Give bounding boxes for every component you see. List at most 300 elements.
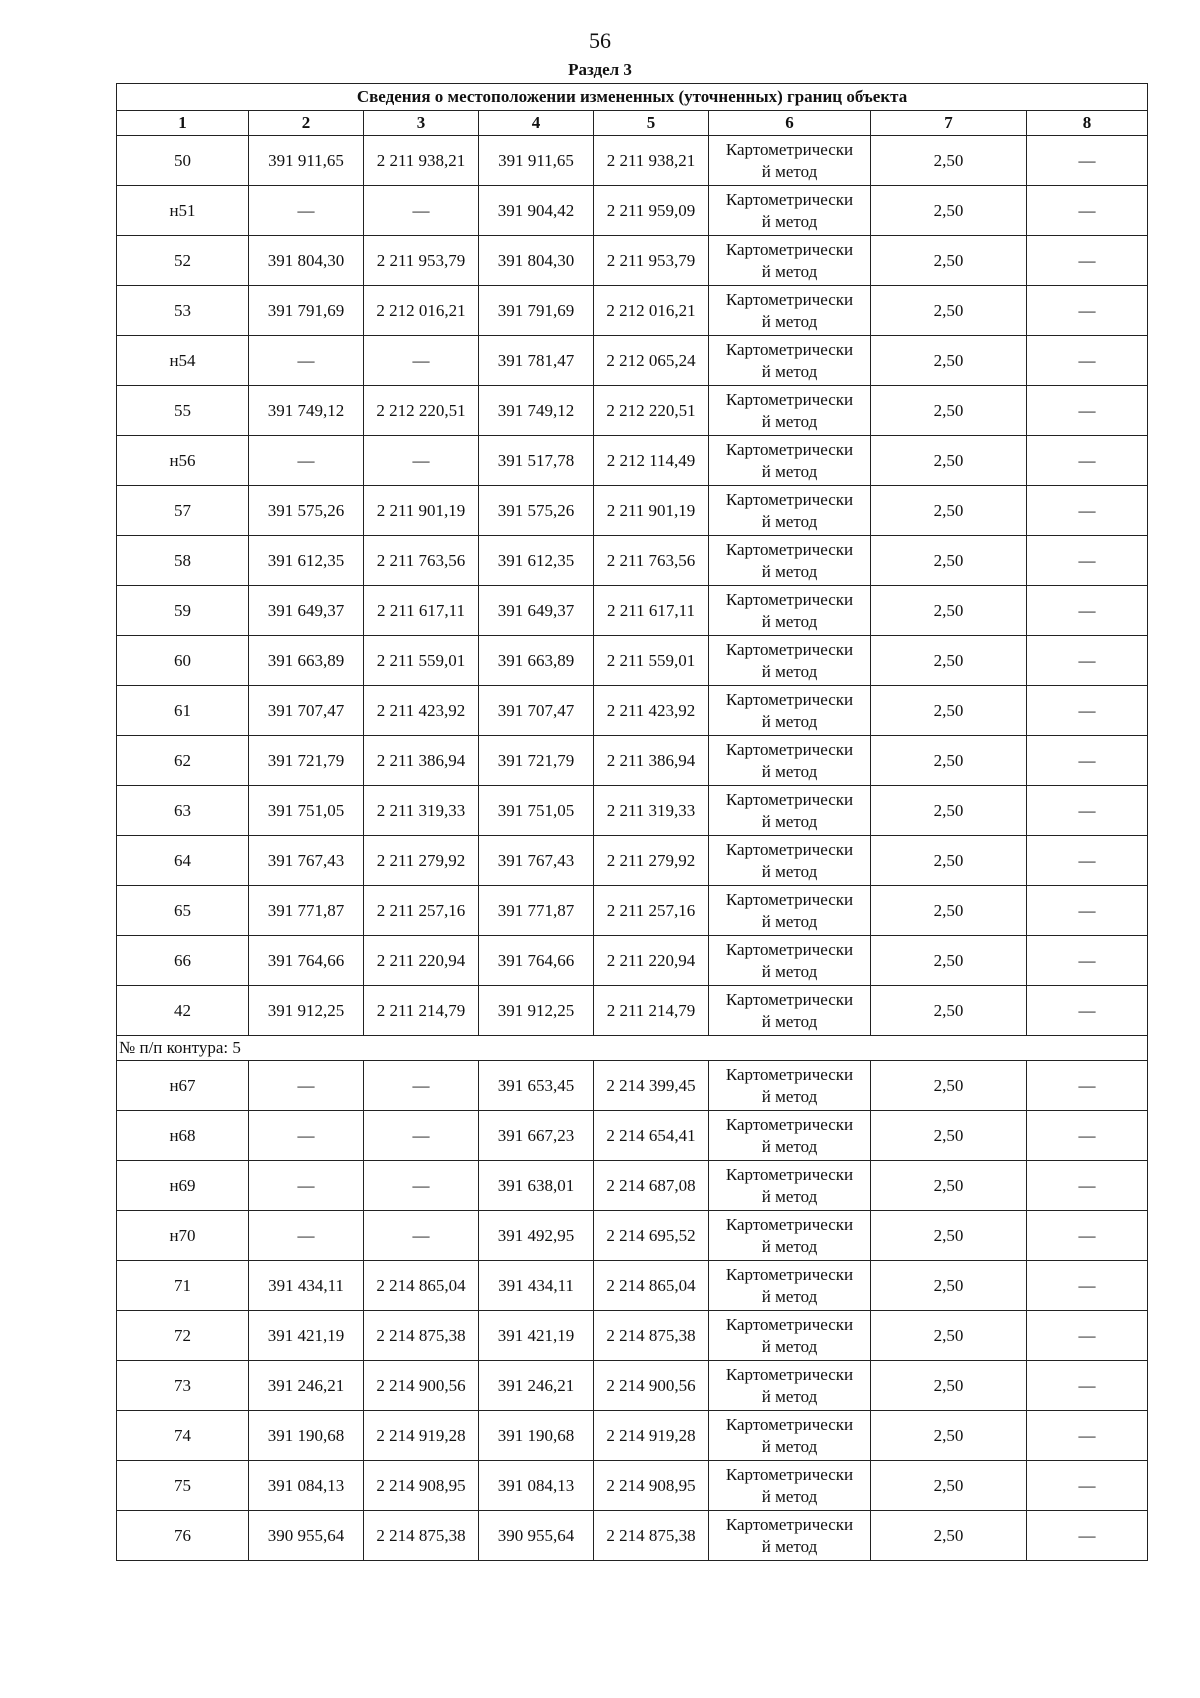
table-cell: 391 707,47 bbox=[479, 686, 594, 736]
table-cell: 2 214 900,56 bbox=[594, 1361, 709, 1411]
table-cell: 2 212 220,51 bbox=[364, 386, 479, 436]
table-cell: 2 214 695,52 bbox=[594, 1211, 709, 1261]
table-cell: 2 212 016,21 bbox=[364, 286, 479, 336]
table-cell: 76 bbox=[117, 1511, 249, 1561]
table-cell: н67 bbox=[117, 1061, 249, 1111]
table-cell: н68 bbox=[117, 1111, 249, 1161]
method-cell bbox=[709, 1211, 871, 1261]
method-line1: Картометрически bbox=[725, 1064, 854, 1084]
method-line2: й метод bbox=[761, 711, 818, 731]
table-row bbox=[117, 1111, 1148, 1161]
method-line1: Картометрически bbox=[725, 1414, 854, 1434]
method-line1: Картометрически bbox=[725, 689, 854, 709]
table-cell: 2 211 386,94 bbox=[594, 736, 709, 786]
table-cell: 2 211 386,94 bbox=[364, 736, 479, 786]
table-cell: 74 bbox=[117, 1411, 249, 1461]
table-cell: 52 bbox=[117, 236, 249, 286]
method-cell bbox=[709, 186, 871, 236]
table-cell: 2 211 938,21 bbox=[364, 136, 479, 186]
page-number: 56 bbox=[589, 28, 611, 53]
method-line2: й метод bbox=[761, 1336, 818, 1356]
table-cell: — bbox=[1027, 636, 1148, 686]
table-cell: 2,50 bbox=[871, 636, 1027, 686]
method-cell bbox=[709, 936, 871, 986]
method-cell bbox=[709, 536, 871, 586]
method-line1: Картометрически bbox=[725, 339, 854, 359]
table-cell: 391 721,79 bbox=[249, 736, 364, 786]
column-header-row bbox=[117, 111, 1148, 136]
column-header: 6 bbox=[709, 111, 871, 136]
table-cell: 391 084,13 bbox=[249, 1461, 364, 1511]
table-cell: 390 955,64 bbox=[479, 1511, 594, 1561]
table-cell: — bbox=[364, 186, 479, 236]
table-cell: 391 612,35 bbox=[479, 536, 594, 586]
table-cell: — bbox=[1027, 1461, 1148, 1511]
table-cell: — bbox=[1027, 186, 1148, 236]
table-row bbox=[117, 1511, 1148, 1561]
table-row bbox=[117, 636, 1148, 686]
table-cell: — bbox=[1027, 436, 1148, 486]
method-line1: Картометрически bbox=[725, 989, 854, 1009]
table-cell: 58 bbox=[117, 536, 249, 586]
table-cell: — bbox=[1027, 1111, 1148, 1161]
table-cell: 2 214 399,45 bbox=[594, 1061, 709, 1111]
method-cell bbox=[709, 1461, 871, 1511]
table-cell: 2 212 220,51 bbox=[594, 386, 709, 436]
table-cell: 53 bbox=[117, 286, 249, 336]
table-cell: — bbox=[364, 1061, 479, 1111]
table-cell: — bbox=[249, 186, 364, 236]
method-cell bbox=[709, 1311, 871, 1361]
table-cell: — bbox=[1027, 1161, 1148, 1211]
method-line1: Картометрически bbox=[725, 739, 854, 759]
table-cell: 2,50 bbox=[871, 1311, 1027, 1361]
method-cell bbox=[709, 286, 871, 336]
table-cell: 391 771,87 bbox=[479, 886, 594, 936]
table-cell: 2,50 bbox=[871, 336, 1027, 386]
table-cell: 391 612,35 bbox=[249, 536, 364, 586]
table-cell: 2 211 763,56 bbox=[364, 536, 479, 586]
table-cell: 55 bbox=[117, 386, 249, 436]
table-cell: 391 707,47 bbox=[249, 686, 364, 736]
table-cell: н69 bbox=[117, 1161, 249, 1211]
table-cell: 391 749,12 bbox=[479, 386, 594, 436]
table-cell: 391 804,30 bbox=[249, 236, 364, 286]
method-cell bbox=[709, 1511, 871, 1561]
table-row bbox=[117, 736, 1148, 786]
method-cell bbox=[709, 136, 871, 186]
table-cell: 2,50 bbox=[871, 586, 1027, 636]
method-line1: Картометрически bbox=[725, 589, 854, 609]
table-cell: 2 214 875,38 bbox=[364, 1311, 479, 1361]
table-cell: — bbox=[1027, 1061, 1148, 1111]
table-cell: 2 212 065,24 bbox=[594, 336, 709, 386]
table-cell: — bbox=[1027, 586, 1148, 636]
method-line2: й метод bbox=[761, 1286, 818, 1306]
table-cell: 391 904,42 bbox=[479, 186, 594, 236]
table-cell: 391 653,45 bbox=[479, 1061, 594, 1111]
table-cell: 2,50 bbox=[871, 486, 1027, 536]
method-line1: Картометрически bbox=[725, 1464, 854, 1484]
table-cell: 2 214 919,28 bbox=[594, 1411, 709, 1461]
method-line2: й метод bbox=[761, 861, 818, 881]
table-cell: 391 791,69 bbox=[249, 286, 364, 336]
method-cell bbox=[709, 436, 871, 486]
table-cell: — bbox=[1027, 1311, 1148, 1361]
table-row bbox=[117, 586, 1148, 636]
table-cell: — bbox=[1027, 1511, 1148, 1561]
method-cell bbox=[709, 986, 871, 1036]
table-cell: — bbox=[1027, 936, 1148, 986]
table-row bbox=[117, 986, 1148, 1036]
table-cell: 391 663,89 bbox=[479, 636, 594, 686]
table-cell: 2,50 bbox=[871, 436, 1027, 486]
table-cell: — bbox=[1027, 786, 1148, 836]
method-line1: Картометрически bbox=[725, 1364, 854, 1384]
table-cell: — bbox=[1027, 286, 1148, 336]
table-cell: н51 bbox=[117, 186, 249, 236]
table-cell: — bbox=[1027, 1411, 1148, 1461]
table-cell: н56 bbox=[117, 436, 249, 486]
table-cell: — bbox=[1027, 536, 1148, 586]
table-cell: 391 781,47 bbox=[479, 336, 594, 386]
table-cell: 391 492,95 bbox=[479, 1211, 594, 1261]
table-cell: 2,50 bbox=[871, 686, 1027, 736]
method-line2: й метод bbox=[761, 261, 818, 281]
table-cell: 60 bbox=[117, 636, 249, 686]
table-cell: — bbox=[1027, 986, 1148, 1036]
table-cell: — bbox=[364, 1111, 479, 1161]
method-line2: й метод bbox=[761, 1236, 818, 1256]
table-cell: 391 912,25 bbox=[479, 986, 594, 1036]
table-cell: 2,50 bbox=[871, 1061, 1027, 1111]
table-cell: 2 211 214,79 bbox=[364, 986, 479, 1036]
method-line2: й метод bbox=[761, 611, 818, 631]
table-row bbox=[117, 886, 1148, 936]
table-cell: 391 517,78 bbox=[479, 436, 594, 486]
table-cell: 391 246,21 bbox=[479, 1361, 594, 1411]
table-cell: — bbox=[1027, 236, 1148, 286]
method-line2: й метод bbox=[761, 1436, 818, 1456]
table-row bbox=[117, 1161, 1148, 1211]
method-line1: Картометрически bbox=[725, 439, 854, 459]
table-cell: 64 bbox=[117, 836, 249, 886]
table-cell: — bbox=[249, 436, 364, 486]
table-cell: 391 421,19 bbox=[249, 1311, 364, 1361]
table-cell: 2,50 bbox=[871, 236, 1027, 286]
table-row bbox=[117, 1311, 1148, 1361]
table-cell: — bbox=[1027, 136, 1148, 186]
table-cell: 2 211 279,92 bbox=[364, 836, 479, 886]
table-cell: 2 212 114,49 bbox=[594, 436, 709, 486]
method-cell bbox=[709, 786, 871, 836]
table-cell: 391 767,43 bbox=[479, 836, 594, 886]
table-cell: 2,50 bbox=[871, 736, 1027, 786]
table-cell: 2 211 257,16 bbox=[594, 886, 709, 936]
method-line2: й метод bbox=[761, 911, 818, 931]
method-line2: й метод bbox=[761, 811, 818, 831]
table-cell: 2,50 bbox=[871, 1411, 1027, 1461]
method-cell bbox=[709, 1161, 871, 1211]
table-row bbox=[117, 336, 1148, 386]
table-cell: — bbox=[364, 336, 479, 386]
table-cell: 2,50 bbox=[871, 536, 1027, 586]
method-line2: й метод bbox=[761, 311, 818, 331]
table-cell: 2,50 bbox=[871, 1361, 1027, 1411]
table-cell: 390 955,64 bbox=[249, 1511, 364, 1561]
table-cell: 57 bbox=[117, 486, 249, 536]
table-cell: 2,50 bbox=[871, 786, 1027, 836]
method-line1: Картометрически bbox=[725, 489, 854, 509]
method-line1: Картометрически bbox=[725, 1214, 854, 1234]
table-cell: 2,50 bbox=[871, 1511, 1027, 1561]
method-line2: й метод bbox=[761, 1086, 818, 1106]
method-line2: й метод bbox=[761, 561, 818, 581]
method-line2: й метод bbox=[761, 361, 818, 381]
table-cell: 2 211 617,11 bbox=[594, 586, 709, 636]
table-cell: 2,50 bbox=[871, 1261, 1027, 1311]
method-line1: Картометрически bbox=[725, 789, 854, 809]
table-cell: 62 bbox=[117, 736, 249, 786]
table-cell: 59 bbox=[117, 586, 249, 636]
method-line2: й метод bbox=[761, 761, 818, 781]
table-cell: 2 214 865,04 bbox=[364, 1261, 479, 1311]
table-cell: 2,50 bbox=[871, 136, 1027, 186]
table-cell: 391 911,65 bbox=[249, 136, 364, 186]
method-line2: й метод bbox=[761, 411, 818, 431]
method-line1: Картометрически bbox=[725, 1264, 854, 1284]
table-cell: 391 246,21 bbox=[249, 1361, 364, 1411]
table-cell: 2 214 875,38 bbox=[594, 1511, 709, 1561]
table-cell: — bbox=[364, 436, 479, 486]
table-row bbox=[117, 486, 1148, 536]
section-title: Раздел 3 bbox=[568, 60, 632, 79]
table-cell: — bbox=[1027, 836, 1148, 886]
method-line2: й метод bbox=[761, 1011, 818, 1031]
table-row bbox=[117, 1261, 1148, 1311]
table-cell: 391 434,11 bbox=[479, 1261, 594, 1311]
table-cell: 2,50 bbox=[871, 286, 1027, 336]
column-header: 3 bbox=[364, 111, 479, 136]
method-line2: й метод bbox=[761, 1386, 818, 1406]
table-row bbox=[117, 686, 1148, 736]
table-cell: 2,50 bbox=[871, 836, 1027, 886]
table-row bbox=[117, 786, 1148, 836]
table-cell: 2 211 257,16 bbox=[364, 886, 479, 936]
method-line2: й метод bbox=[761, 161, 818, 181]
table-cell: — bbox=[249, 1061, 364, 1111]
table-cell: 391 804,30 bbox=[479, 236, 594, 286]
table-cell: — bbox=[249, 1161, 364, 1211]
table-cell: 2,50 bbox=[871, 1111, 1027, 1161]
table-cell: 2 211 279,92 bbox=[594, 836, 709, 886]
table-cell: 391 434,11 bbox=[249, 1261, 364, 1311]
table-cell: 2 211 959,09 bbox=[594, 186, 709, 236]
table-cell: — bbox=[249, 1211, 364, 1261]
table-cell: — bbox=[1027, 1361, 1148, 1411]
method-cell bbox=[709, 1361, 871, 1411]
table-cell: — bbox=[249, 1111, 364, 1161]
method-line2: й метод bbox=[761, 461, 818, 481]
contour-row bbox=[117, 1036, 1148, 1061]
table-cell: 2 214 687,08 bbox=[594, 1161, 709, 1211]
table-row bbox=[117, 186, 1148, 236]
table-cell: 391 767,43 bbox=[249, 836, 364, 886]
method-cell bbox=[709, 836, 871, 886]
table-cell: 2 211 901,19 bbox=[364, 486, 479, 536]
method-line1: Картометрически bbox=[725, 289, 854, 309]
table-cell: 2 211 220,94 bbox=[594, 936, 709, 986]
table-row bbox=[117, 936, 1148, 986]
table-cell: 391 421,19 bbox=[479, 1311, 594, 1361]
table-cell: 2 214 865,04 bbox=[594, 1261, 709, 1311]
table-cell: 391 575,26 bbox=[249, 486, 364, 536]
table-cell: 2 214 875,38 bbox=[594, 1311, 709, 1361]
table-cell: 391 791,69 bbox=[479, 286, 594, 336]
table-cell: — bbox=[1027, 336, 1148, 386]
method-line1: Картометрически bbox=[725, 889, 854, 909]
method-line1: Картометрически bbox=[725, 389, 854, 409]
method-line1: Картометрически bbox=[725, 839, 854, 859]
table-cell: — bbox=[1027, 1261, 1148, 1311]
coordinates-table bbox=[116, 83, 1148, 1561]
table-cell: 2,50 bbox=[871, 186, 1027, 236]
table-cell: — bbox=[364, 1211, 479, 1261]
table-row bbox=[117, 1461, 1148, 1511]
table-cell: 61 bbox=[117, 686, 249, 736]
column-header: 4 bbox=[479, 111, 594, 136]
method-line2: й метод bbox=[761, 1486, 818, 1506]
table-cell: — bbox=[1027, 386, 1148, 436]
table-row bbox=[117, 136, 1148, 186]
table-cell: 2 214 919,28 bbox=[364, 1411, 479, 1461]
table-row bbox=[117, 1211, 1148, 1261]
table-cell: 391 649,37 bbox=[249, 586, 364, 636]
table-cell: 2 211 559,01 bbox=[364, 636, 479, 686]
table-cell: 391 764,66 bbox=[479, 936, 594, 986]
table-cell: 2,50 bbox=[871, 1211, 1027, 1261]
table-cell: 391 190,68 bbox=[479, 1411, 594, 1461]
table-cell: 391 749,12 bbox=[249, 386, 364, 436]
table-row bbox=[117, 1361, 1148, 1411]
method-cell bbox=[709, 736, 871, 786]
table-cell: 2 214 875,38 bbox=[364, 1511, 479, 1561]
column-header: 1 bbox=[117, 111, 249, 136]
table-row bbox=[117, 236, 1148, 286]
method-cell bbox=[709, 586, 871, 636]
table-cell: 391 771,87 bbox=[249, 886, 364, 936]
column-header: 8 bbox=[1027, 111, 1148, 136]
table-cell: 2,50 bbox=[871, 1161, 1027, 1211]
table-cell: 2 211 214,79 bbox=[594, 986, 709, 1036]
table-cell: 2 211 319,33 bbox=[594, 786, 709, 836]
method-cell bbox=[709, 1061, 871, 1111]
table-cell: 2 211 220,94 bbox=[364, 936, 479, 986]
method-line2: й метод bbox=[761, 1136, 818, 1156]
table-cell: — bbox=[1027, 886, 1148, 936]
table-cell: 391 721,79 bbox=[479, 736, 594, 786]
table-cell: 391 663,89 bbox=[249, 636, 364, 686]
table-cell: 391 912,25 bbox=[249, 986, 364, 1036]
column-header: 2 bbox=[249, 111, 364, 136]
table-row bbox=[117, 386, 1148, 436]
method-cell bbox=[709, 1411, 871, 1461]
table-cell: 2 211 423,92 bbox=[364, 686, 479, 736]
table-cell: 2 211 617,11 bbox=[364, 586, 479, 636]
method-cell bbox=[709, 486, 871, 536]
method-line1: Картометрически bbox=[725, 1314, 854, 1334]
table-cell: — bbox=[1027, 486, 1148, 536]
table-cell: 71 bbox=[117, 1261, 249, 1311]
method-cell bbox=[709, 636, 871, 686]
method-line1: Картометрически bbox=[725, 139, 854, 159]
table-cell: 2 214 908,95 bbox=[594, 1461, 709, 1511]
table-cell: 2,50 bbox=[871, 1461, 1027, 1511]
table-cell: н70 bbox=[117, 1211, 249, 1261]
method-line1: Картометрически bbox=[725, 539, 854, 559]
table-cell: — bbox=[1027, 686, 1148, 736]
table-cell: 2 211 901,19 bbox=[594, 486, 709, 536]
method-line1: Картометрически bbox=[725, 639, 854, 659]
table-cell: 2 212 016,21 bbox=[594, 286, 709, 336]
method-line2: й метод bbox=[761, 661, 818, 681]
table-cell: 2,50 bbox=[871, 986, 1027, 1036]
table-cell: 63 bbox=[117, 786, 249, 836]
contour-label: № п/п контура: 5 bbox=[117, 1036, 1148, 1061]
method-cell bbox=[709, 386, 871, 436]
table-row bbox=[117, 286, 1148, 336]
table-cell: — bbox=[1027, 1211, 1148, 1261]
table-cell: 65 bbox=[117, 886, 249, 936]
table-row bbox=[117, 536, 1148, 586]
table-cell: 2 214 654,41 bbox=[594, 1111, 709, 1161]
table-cell: 66 bbox=[117, 936, 249, 986]
table-cell: 391 575,26 bbox=[479, 486, 594, 536]
method-cell bbox=[709, 686, 871, 736]
method-cell bbox=[709, 236, 871, 286]
method-cell bbox=[709, 1261, 871, 1311]
table-cell: 391 911,65 bbox=[479, 136, 594, 186]
table-cell: 2 211 763,56 bbox=[594, 536, 709, 586]
table-cell: — bbox=[364, 1161, 479, 1211]
column-header: 7 bbox=[871, 111, 1027, 136]
table-cell: 2,50 bbox=[871, 936, 1027, 986]
table-cell: 391 190,68 bbox=[249, 1411, 364, 1461]
table-cell: 2 214 908,95 bbox=[364, 1461, 479, 1511]
method-line1: Картометрически bbox=[725, 1114, 854, 1134]
table-cell: 73 bbox=[117, 1361, 249, 1411]
table-cell: 391 649,37 bbox=[479, 586, 594, 636]
table-cell: 391 751,05 bbox=[249, 786, 364, 836]
table-caption: Сведения о местоположении измененных (уточненных) границ объекта bbox=[117, 84, 1148, 111]
method-line1: Картометрически bbox=[725, 939, 854, 959]
column-header: 5 bbox=[594, 111, 709, 136]
table-row bbox=[117, 1061, 1148, 1111]
table-cell: — bbox=[249, 336, 364, 386]
method-line1: Картометрически bbox=[725, 239, 854, 259]
method-line1: Картометрически bbox=[725, 1514, 854, 1534]
table-cell: — bbox=[1027, 736, 1148, 786]
table-row bbox=[117, 1411, 1148, 1461]
method-line2: й метод bbox=[761, 1186, 818, 1206]
table-row bbox=[117, 836, 1148, 886]
table-cell: 391 667,23 bbox=[479, 1111, 594, 1161]
method-line1: Картометрически bbox=[725, 1164, 854, 1184]
method-line2: й метод bbox=[761, 961, 818, 981]
table-cell: 2,50 bbox=[871, 386, 1027, 436]
method-line1: Картометрически bbox=[725, 189, 854, 209]
table-cell: н54 bbox=[117, 336, 249, 386]
